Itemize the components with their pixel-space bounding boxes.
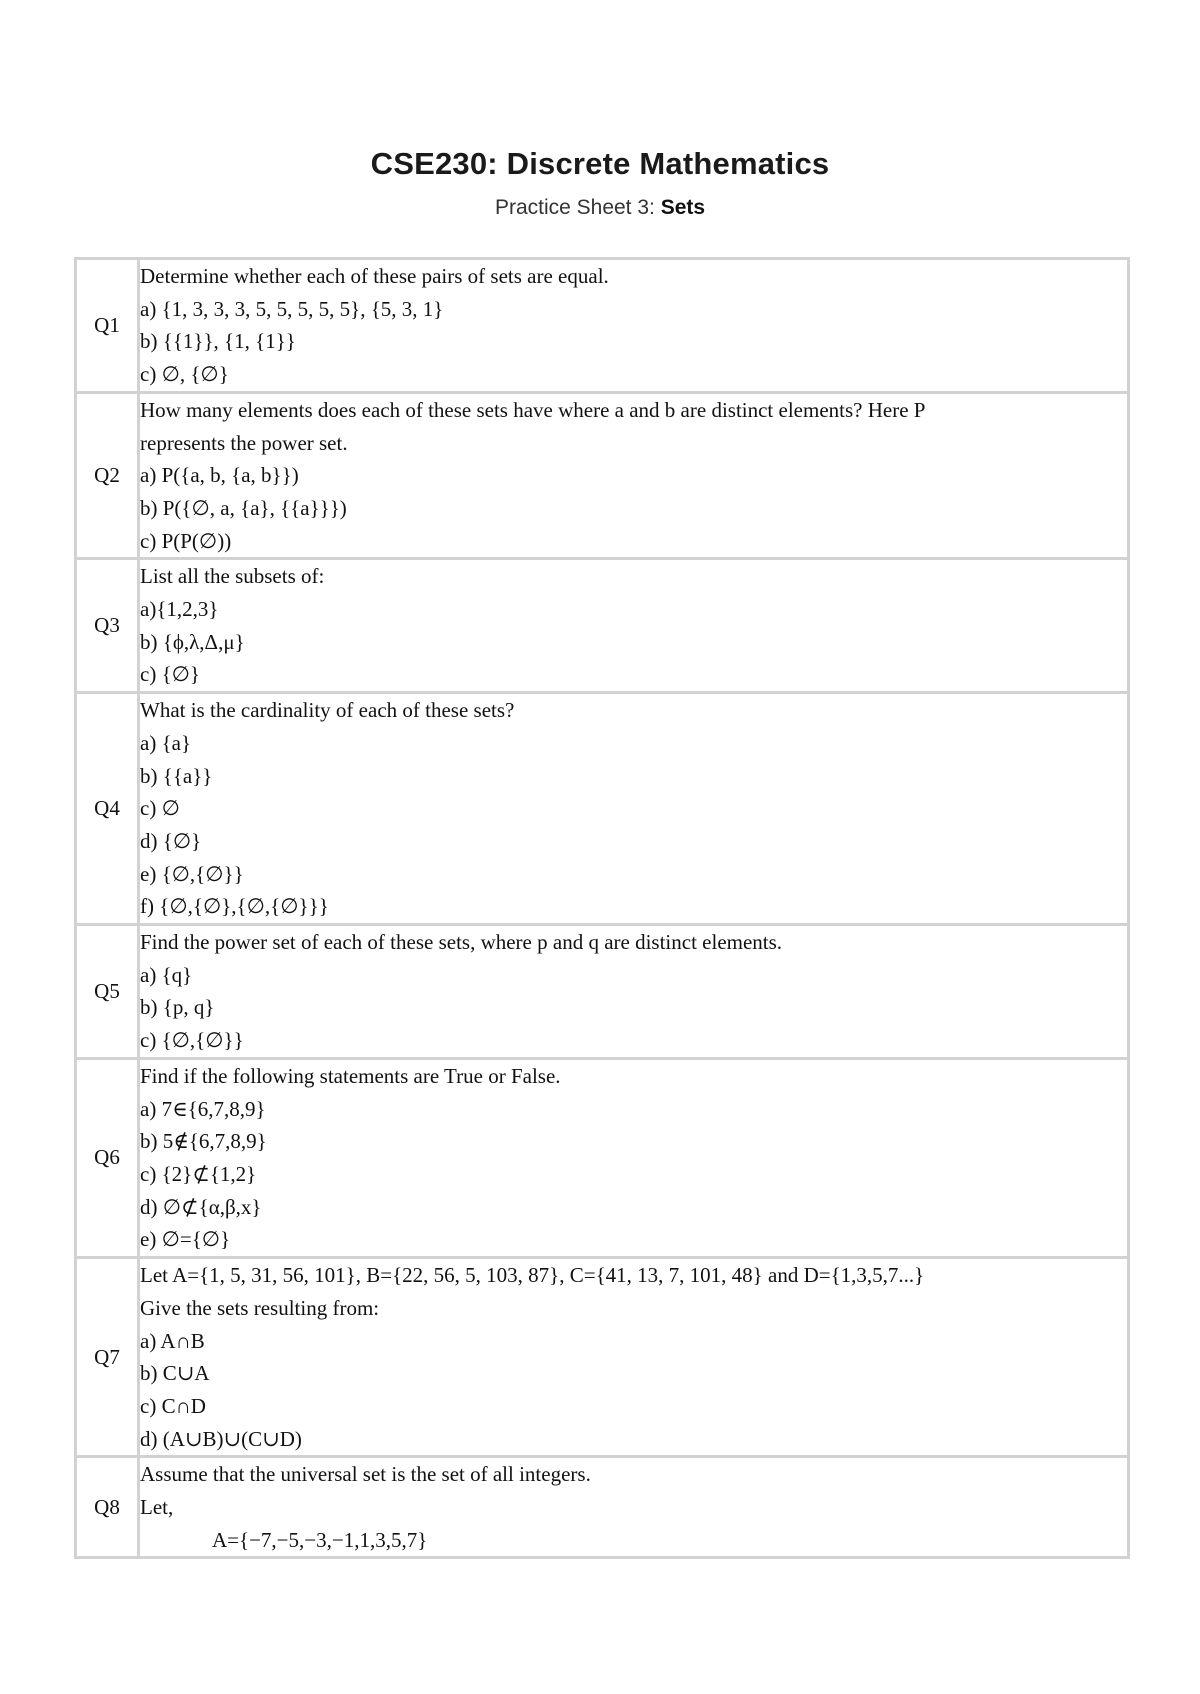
question-text: represents the power set. xyxy=(140,430,348,455)
question-part: d) {∅} xyxy=(140,828,202,853)
question-part: c) P(P(∅)) xyxy=(140,528,232,553)
question-number: Q1 xyxy=(76,259,139,393)
question-number: Q8 xyxy=(76,1457,139,1558)
question-text: Find if the following statements are True or False. xyxy=(140,1063,561,1088)
question-part: a) P({a, b, {a, b}}) xyxy=(140,463,299,488)
question-part: a) {1, 3, 3, 3, 5, 5, 5, 5, 5}, {5, 3, 1} xyxy=(140,296,444,321)
question-part: c) {2}⊄{1,2} xyxy=(140,1161,257,1186)
question-part: a) {a} xyxy=(140,730,192,755)
question-part: c) {∅,{∅}} xyxy=(140,1028,244,1053)
question-content xyxy=(139,1058,1129,1257)
question-row-q1 xyxy=(76,259,1129,393)
question-content xyxy=(139,693,1129,925)
question-part: c) ∅ xyxy=(140,796,180,821)
question-content xyxy=(139,259,1129,393)
questions-table xyxy=(74,257,1130,1559)
set-definition: A={−7,−5,−3,−1,1,3,5,7} xyxy=(212,1527,428,1552)
question-part: b) {{a}} xyxy=(140,763,213,788)
question-part: a) A∩B xyxy=(140,1328,205,1353)
question-part: d) (A∪B)∪(C∪D) xyxy=(140,1426,302,1451)
page-subtitle xyxy=(0,196,1200,220)
question-part: b) P({∅, a, {a}, {{a}}}) xyxy=(140,495,347,520)
question-row-q6 xyxy=(76,1058,1129,1257)
question-number: Q7 xyxy=(76,1258,139,1457)
question-row-q4 xyxy=(76,693,1129,925)
question-number: Q5 xyxy=(76,925,139,1059)
question-number: Q2 xyxy=(76,392,139,559)
question-text: Give the sets resulting from: xyxy=(140,1295,380,1320)
subtitle-topic: Sets xyxy=(660,196,706,219)
question-text: How many elements does each of these sets have where a and b are distinct elements? Here P xyxy=(140,397,926,422)
question-part: a) 7∈{6,7,8,9} xyxy=(140,1096,266,1121)
question-text: Assume that the universal set is the set of all integers. xyxy=(140,1462,591,1487)
question-part: b) {p, q} xyxy=(140,995,215,1020)
question-part: c) {∅} xyxy=(140,662,201,687)
question-content xyxy=(139,925,1129,1059)
question-part: d) ∅⊄{α,β,x} xyxy=(140,1194,262,1219)
question-part: e) {∅,{∅}} xyxy=(140,861,244,886)
question-part: b) C∪A xyxy=(140,1361,210,1386)
question-part: e) ∅={∅} xyxy=(140,1227,231,1252)
question-text: Find the power set of each of these sets, where p and q are distinct elements. xyxy=(140,930,783,955)
question-text: List all the subsets of: xyxy=(140,564,325,589)
question-content xyxy=(139,1457,1129,1558)
question-row-q8 xyxy=(76,1457,1129,1558)
question-part: a) {q} xyxy=(140,962,193,987)
question-part: b) 5∉{6,7,8,9} xyxy=(140,1129,267,1154)
question-row-q7 xyxy=(76,1258,1129,1457)
question-content xyxy=(139,1258,1129,1457)
question-part: c) ∅, {∅} xyxy=(140,362,229,387)
question-row-q3 xyxy=(76,559,1129,693)
question-part: c) C∩D xyxy=(140,1393,206,1418)
question-number: Q6 xyxy=(76,1058,139,1257)
question-content xyxy=(139,392,1129,559)
question-number: Q4 xyxy=(76,693,139,925)
question-part: a){1,2,3} xyxy=(140,597,219,622)
question-part: f) {∅,{∅},{∅,{∅}}} xyxy=(140,894,329,919)
question-row-q5 xyxy=(76,925,1129,1059)
question-part: b) {ϕ,λ,Δ,μ} xyxy=(140,629,245,654)
question-content xyxy=(139,559,1129,693)
question-text: Let, xyxy=(140,1495,174,1520)
subtitle-prefix: Practice Sheet 3: xyxy=(494,196,661,219)
question-part: b) {{1}}, {1, {1}} xyxy=(140,329,296,354)
page-title: CSE230: Discrete Mathematics xyxy=(370,146,830,181)
question-text: Let A={1, 5, 31, 56, 101}, B={22, 56, 5, 103, 87}, C={41, 13, 7, 101, 48} and D={1,3,5,7...} xyxy=(140,1263,925,1288)
question-row-q2 xyxy=(76,392,1129,559)
question-text: Determine whether each of these pairs of sets are equal. xyxy=(140,264,609,288)
question-number: Q3 xyxy=(76,559,139,693)
question-text: What is the cardinality of each of these sets? xyxy=(140,698,515,723)
